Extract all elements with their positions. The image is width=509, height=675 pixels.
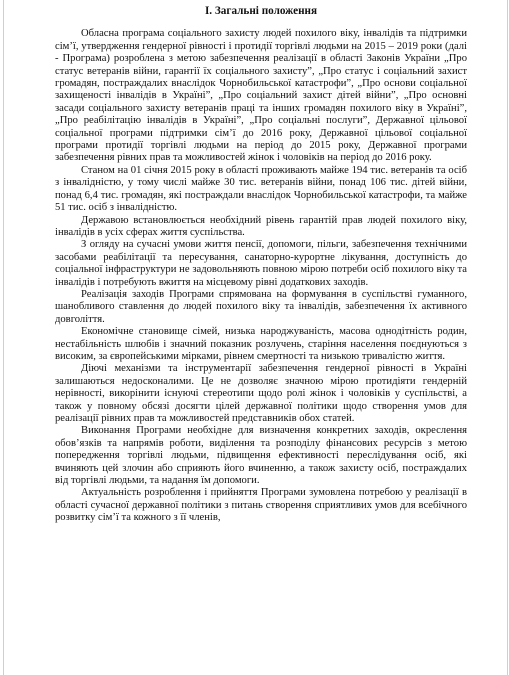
paragraph-4: З огляду на сучасні умови життя пенсії, допомоги, пільги, забезпечення технічними засобами реабілітації та пересування, санаторно-курортне лікування, доступність до соціальної інфраструктури не задовольняють повною мірою потреби осіб похилого віку та інвалідів і потребують вжиття на місцевому рівні додаткових заходів. [55, 239, 467, 288]
paragraph-5: Реалізація заходів Програми спрямована на формування в суспільстві гуманного, шанобливого ставлення до людей похилого віку та інвалідів, забезпечення їх активного довголіття. [55, 288, 467, 325]
document-body [55, 5, 467, 525]
paragraph-1: Обласна програма соціального захисту людей похилого віку, інвалідів та підтримки сім’ї, утвердження гендерної рівності і протидії торгівлі людьми на 2015 – 2019 роки (далі - Програма) розроблена з метою забезпечення реалізації в області Законів України „Про статус ветеранів війни, гарантії їх соціального захисту”, „Про статус і соціальний захист громадян, постраждалих внаслідок Чорнобильської катастрофи”, „Про основи соціальної захищеності інвалідів в Україні”, „Про соціальний захист дітей війни”, „Про основні засади соціального захисту ветеранів праці та інших громадян похилого віку в Україні”, „Про реабілітацію інвалідів в Україні”, „Про соціальні послуги”, Державної цільової соціальної програми підтримки сім’ї до 2016 року, Державної цільової соціальної програми протидії торгівлі людьми на період до 2015 року, Державної програми забезпечення рівних прав та можливостей жінок і чоловіків на період до 2016 року. [55, 28, 467, 164]
paragraph-7: Діючі механізми та інструментарії забезпечення гендерної рівності в Україні залишаються недосконалими. Це не дозволяє значною мірою протидіяти гендерній нерівності, викорінити існуючі стереотипи щодо ролі жінок і чоловіків у суспільстві, а також у повному обсязі досягти цілей державної політики щодо створення умов для реалізації рівних прав та можливостей представників обох статей. [55, 363, 467, 424]
paragraph-8: Виконання Програми необхідне для визначення конкретних заходів, окреслення обов’язків та напрямів роботи, виділення та розподілу фінансових ресурсів з метою попередження торгівлі людьми, підвищення ефективності переслідування осіб, які вчиняють цей злочин або сприяють його вчиненню, а також захисту осіб, постраждалих від торгівлі людьми, та надання їм допомоги. [55, 425, 467, 487]
page-left-edge [3, 0, 4, 675]
paragraph-2: Станом на 01 січня 2015 року в області проживають майже 194 тис. ветеранів та осіб з інвалідністю, у тому числі майже 30 тис. ветеранів війни, понад 106 тис. дітей війни, понад 6,4 тис. громадян, які постраждали внаслідок Чорнобильської катастрофи, та майже 51 тис. осіб з інвалідністю. [55, 164, 467, 214]
paragraph-9: Актуальність розроблення і прийняття Програми зумовлена потребою у реалізації в області сучасної державної політики з питань створення сприятливих умов для всебічного розвитку сім’ї та кожного з її членів, [55, 487, 467, 524]
page-right-edge [507, 0, 508, 675]
paragraph-6: Економічне становище сімей, низька народжуваність, масова однодітність родин, нестабільність шлюбів і значний показник розлучень, старіння населення поєднуються з високим, за європейськими мірками, рівнем смертності та низькою тривалістю життя. [55, 326, 467, 362]
section-heading: І. Загальні положення [204, 5, 318, 17]
paragraph-3: Державою встановлюється необхідний рівень гарантій прав людей похилого віку, інвалідів в усіх сферах життя суспільства. [55, 214, 467, 238]
